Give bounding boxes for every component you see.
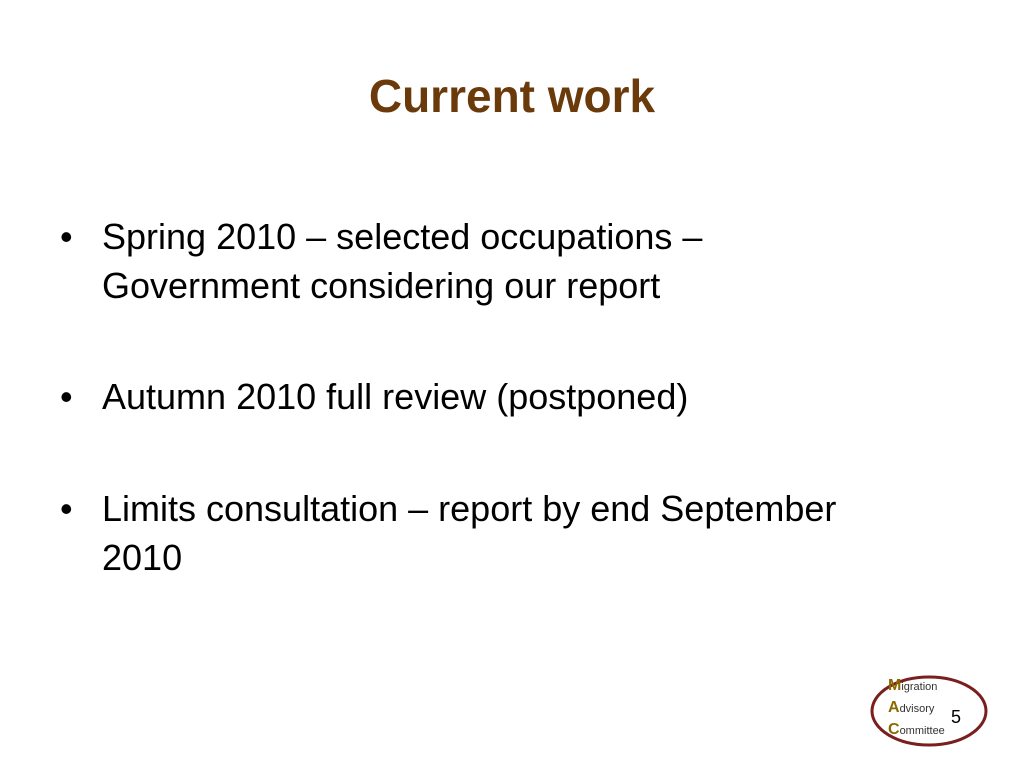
bullet-marker: • xyxy=(60,488,73,529)
bullet-marker: • xyxy=(60,376,73,417)
bullet-list xyxy=(60,212,860,582)
logo-line-advisory xyxy=(888,701,934,716)
bullet-text: Spring 2010 – selected occupations – Government considering our report xyxy=(102,216,703,306)
logo-line-committee xyxy=(888,723,945,738)
logo-initial: M xyxy=(888,677,902,694)
slide-title: Current work xyxy=(368,70,656,122)
page-number: 5 xyxy=(950,707,961,727)
logo-word: dvisory xyxy=(899,703,935,715)
logo-word: igration xyxy=(901,681,938,693)
logo-line-migration xyxy=(888,679,937,694)
logo-initial: A xyxy=(888,699,900,716)
bullet-text: Autumn 2010 full review (postponed) xyxy=(102,376,689,417)
bullet-item xyxy=(60,372,860,421)
bullet-marker: • xyxy=(60,216,73,257)
logo-initial: C xyxy=(888,721,900,738)
logo-word: ommittee xyxy=(899,725,945,737)
mac-logo xyxy=(868,674,988,748)
bullet-item xyxy=(60,484,860,582)
bullet-item xyxy=(60,212,860,310)
bullet-text: Limits consultation – report by end September 2010 xyxy=(102,488,837,578)
